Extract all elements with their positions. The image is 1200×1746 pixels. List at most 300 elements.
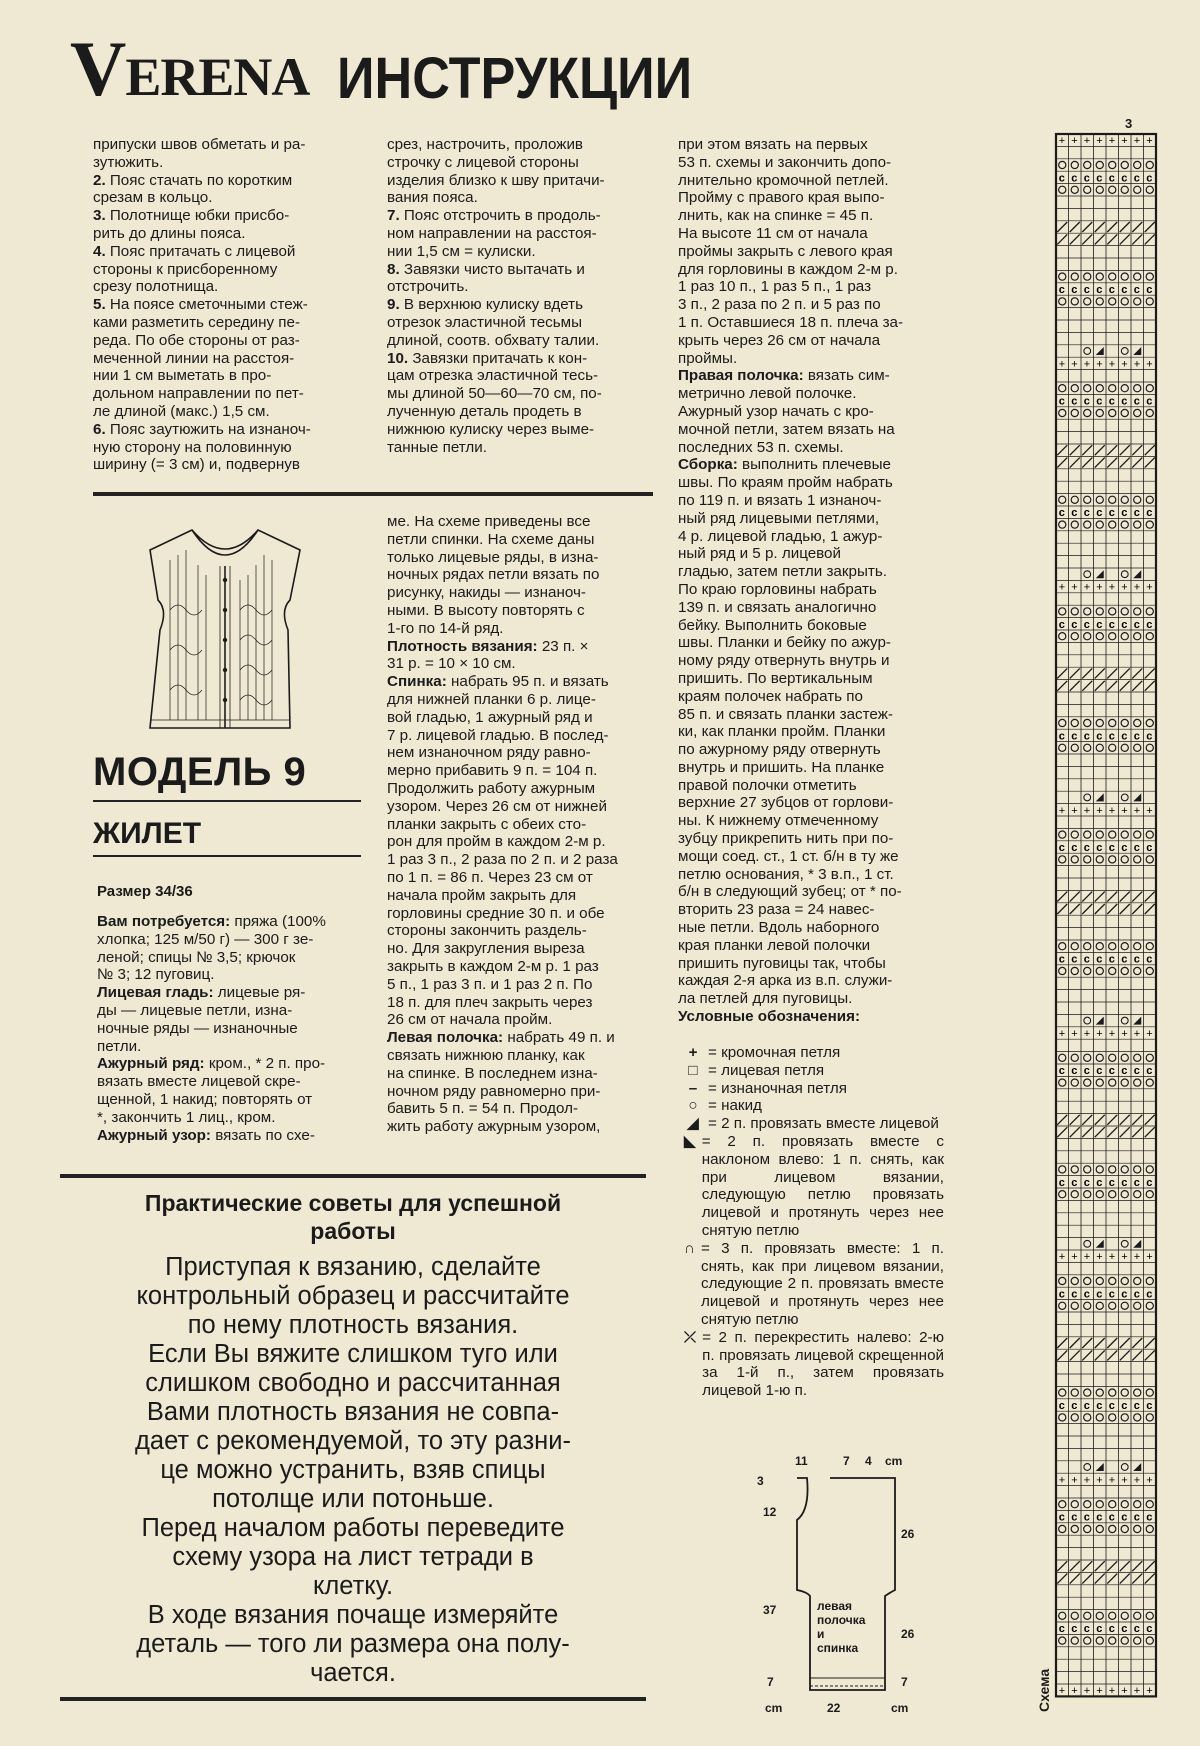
model.mid_text-line: ме. На схеме приведены все [387,513,591,530]
chart-cross-mark [1145,445,1155,455]
top_columns.col1-line: ширину (= 3 см) и, подвернув [93,456,300,474]
chart-cross-mark [1070,1115,1080,1125]
chart-edge-mark: + [1083,1251,1091,1264]
model.left_text-line: Ажурный узор: вязать по схе- [97,1126,315,1144]
chart-yo-mark [1121,186,1128,193]
model.mid_text-line: 18 п. для плеч закрыть через [387,993,593,1011]
diagram-label-3: и [817,1627,825,1641]
chart-edge-mark: + [1133,1028,1141,1040]
chart-yo-mark [1096,943,1103,950]
chart-yo-mark [1084,1637,1091,1644]
chart-purl-mark: c [1133,1065,1140,1078]
model.right_text-line: правой полочки отметить [678,776,857,794]
chart-cross-mark [1070,445,1080,455]
chart-yo-mark [1121,1464,1128,1471]
chart-yo-mark [1134,1054,1141,1061]
chart-yo-mark [1121,348,1128,355]
chart-purl-mark: c [1121,618,1128,631]
chart-cross-mark [1120,458,1130,468]
chart-yo-mark [1084,1464,1091,1471]
chart-yo-mark [1084,1414,1091,1421]
chart-purl-mark: c [1058,172,1065,185]
chart-yo-mark [1121,409,1128,416]
tips-title-line-2: работы [310,1218,396,1244]
chart-yo-mark [1071,967,1078,974]
chart-yo-mark [1146,1079,1153,1086]
chart-purl-mark: c [1083,730,1090,743]
chart-yo-mark [1071,719,1078,726]
brand-logo: VERENA [70,25,310,112]
chart-purl-mark: c [1133,953,1140,966]
chart-edge-mark: + [1121,1474,1128,1487]
schema-label: Схема [1036,1668,1052,1712]
model.mid_text-line: бавить 5 п. = 54 п. Продол- [387,1100,578,1118]
model-column-middle [387,513,650,1136]
chart-yo-mark [1084,186,1091,193]
top_columns.col2-line: отстрочить. [387,278,469,296]
chart-purl-mark: c [1121,953,1128,966]
chart-yo-mark [1134,856,1141,863]
dim-left-37: 37 [763,1603,777,1617]
section-divider-top [93,492,653,496]
chart-yo-mark [1071,856,1078,863]
chart-yo-mark [1096,273,1103,280]
chart-yo-mark [1084,1054,1091,1061]
chart-yo-mark [1146,1525,1153,1532]
chart-yo-mark [1109,1166,1116,1173]
vest-illustration [140,520,310,735]
chart-yo-mark [1059,1166,1066,1173]
chart-yo-mark [1134,1166,1141,1173]
chart-yo-mark [1084,1079,1091,1086]
chart-purl-mark: c [1133,1511,1140,1524]
chart-yo-mark [1071,1054,1078,1061]
chart-yo-mark [1059,496,1066,503]
chart-cross-mark [1057,1574,1067,1584]
chart-yo-mark [1109,1612,1116,1619]
top_columns.col2-line: лученную деталь продеть в [387,402,582,420]
chart-yo-mark [1109,521,1116,528]
chart-yo-mark [1134,1302,1141,1309]
chart-yo-mark [1134,521,1141,528]
chart-yo-mark [1071,608,1078,615]
chart-cross-mark [1107,1127,1117,1137]
chart-edge-mark: + [1058,358,1066,371]
chart-purl-mark: c [1083,507,1090,520]
chart-yo-mark [1109,608,1116,615]
model.mid_text-line: 1 раз 3 п., 2 раза по 2 п. и 2 раза [387,851,618,869]
model.right_text-line: каждая 2-я арка из в.п. служи- [678,972,893,990]
chart-yo-mark [1109,744,1116,751]
chart-yo-mark [1121,967,1128,974]
chart-cross-mark [1107,1350,1117,1360]
chart-yo-mark [1071,1389,1078,1396]
chart-yo-mark [1071,831,1078,838]
chart-yo-mark [1084,385,1091,392]
chart-edge-mark: + [1058,581,1066,594]
chart-purl-mark: c [1083,1065,1090,1078]
chart-purl-mark: c [1083,953,1090,966]
chart-yo-mark [1059,831,1066,838]
chart-yo-mark [1071,385,1078,392]
model.right_text-line: ны. К нижнему отмеченному [678,812,879,830]
chart-yo-mark [1121,1079,1128,1086]
chart-yo-mark [1134,633,1141,640]
chart-yo-mark [1071,496,1078,503]
chart-purl-mark: c [1058,618,1065,631]
chart-yo-mark [1059,1414,1066,1421]
chart-purl-mark: c [1096,507,1103,520]
model.mid_text-line: ночных рядах петли вязать по [387,566,600,584]
chart-yo-mark [1134,1525,1141,1532]
chart-edge-mark: + [1071,135,1078,148]
legend-text: = изнаночная петля [708,1079,847,1097]
model.right_text-line: внутрь и пришить. На планке [678,758,885,776]
chart-purl-mark: c [1146,618,1153,631]
chart-purl-mark: c [1071,1288,1078,1301]
model.right_text-line: по ажурному ряду отвернуть [678,741,881,759]
model.mid_text-line: связать нижнюю планку, как [387,1046,585,1064]
chart-yo-mark [1096,1612,1103,1619]
model.left_text-line: леной; спицы № 3,5; крючок [97,948,296,966]
tips-line: схему узора на лист тетради в [172,1543,534,1571]
chart-yo-mark [1134,1501,1141,1508]
chart-yo-mark [1146,273,1153,280]
chart-yo-mark [1121,571,1128,578]
chart-edge-mark: + [1108,1251,1116,1264]
model.mid_text-line: для нижней планки 6 р. лице- [387,690,596,708]
chart-cross-mark [1145,1561,1155,1571]
chart-purl-mark: c [1071,284,1078,296]
chart-yo-mark [1084,1302,1091,1309]
dim-right-26-bottom: 26 [901,1627,915,1641]
model.right_text-line: швы. Планки и бейку по ажур- [678,634,891,652]
chart-edge-mark: + [1121,135,1128,148]
chart-yo-mark [1109,1191,1116,1198]
model.right_text-line: Пройму с правого края выпо- [678,189,885,207]
chart-purl-mark: c [1133,395,1140,408]
chart-yo-mark [1084,794,1091,801]
dim-top-11: 11 [795,1454,808,1468]
chart-yo-mark [1096,608,1103,615]
model.right_text-line: б/н в следующий зубец; от * по- [678,883,902,901]
chart-yo-mark [1121,161,1128,168]
chart-cross-mark [1132,1350,1142,1360]
chart-cross-mark [1095,1115,1105,1125]
model.right_text-line: На высоте 11 см от начала [678,224,868,242]
chart-yo-mark [1059,856,1066,863]
chart-cross-mark [1145,1338,1155,1348]
chart-edge-mark: + [1083,135,1091,148]
model.right_text-line: ный ряд лицевыми петлями, [678,509,880,527]
model.right_text-line: бейку. Выполнить боковые [678,616,867,634]
chart-yo-mark [1121,1612,1128,1619]
chart-yo-mark [1084,1166,1091,1173]
dim-bottom-22: 22 [827,1701,841,1715]
tips-line: В ходе вязания почаще измеряйте [147,1601,559,1629]
tips-line: по нему плотность вязания. [187,1311,519,1339]
chart-purl-mark: c [1058,1511,1065,1524]
model.right_text-line: проймы. [678,349,738,367]
chart-cross-mark [1145,458,1155,468]
chart-yo-mark [1134,1389,1141,1396]
chart-purl-mark: c [1058,284,1065,296]
top-column-2 [387,136,650,456]
chart-cross-mark [1120,222,1130,232]
chart-purl-mark: c [1108,1623,1115,1636]
chart-cross-mark [1107,1115,1117,1125]
chart-purl-mark: c [1083,1400,1090,1412]
chart-k2tog-mark [1133,1463,1141,1471]
tips-line: контрольный образец и рассчитайте [136,1282,570,1310]
model.right_text-line: по 119 п. и вязать 1 изнаноч- [678,491,882,509]
dim-left-3: 3 [757,1474,764,1488]
chart-edge-mark: + [1058,804,1066,817]
chart-yo-mark [1071,744,1078,751]
top_columns.col2-line: мы длиной 50—60—70 см, по- [387,385,602,403]
chart-yo-mark [1059,1525,1066,1532]
model-title-underline [93,800,361,802]
chart-purl-mark: c [1071,1623,1078,1636]
chart-yo-mark [1109,1079,1116,1086]
chart-cross-mark [1070,681,1080,691]
chart-yo-mark [1071,1277,1078,1284]
chart-edge-mark: + [1083,581,1091,594]
chart-edge-mark: + [1058,1685,1066,1698]
chart-cross-mark [1082,1574,1092,1584]
chart-yo-mark [1084,521,1091,528]
chart-edge-mark: + [1133,358,1141,371]
chart-cross-mark [1082,681,1092,691]
chart-purl-mark: c [1133,842,1140,854]
model.mid_text-line: по 1 п. = 86 п. Через 23 см от [387,868,593,886]
chart-cross-mark [1095,904,1105,914]
chart-purl-mark: c [1058,1288,1065,1301]
chart-purl-mark: c [1121,172,1128,185]
chart-yo-mark [1146,633,1153,640]
chart-yo-mark [1071,1501,1078,1508]
chart-purl-mark: c [1133,284,1140,296]
chart-cross-mark [1057,1127,1067,1137]
chart-edge-mark: + [1121,1028,1128,1040]
model.mid_text-line: 7 р. лицевой гладью. В послед- [387,726,609,744]
chart-edge-mark: + [1146,1474,1153,1487]
chart-cross-mark [1132,458,1142,468]
legend-item [684,1062,944,1080]
chart-cross-mark [1057,681,1067,691]
chart-cross-mark [1082,668,1092,678]
top_columns.col1-line: 2. Пояс стачать по коротким [93,171,293,189]
chart-purl-mark: c [1146,507,1153,520]
chart-yo-mark [1134,967,1141,974]
chart-purl-mark: c [1071,172,1078,185]
legend-text: = лицевая петля [708,1061,825,1079]
chart-yo-mark [1059,298,1066,305]
chart-purl-mark: c [1146,1176,1153,1189]
chart-purl-mark: c [1121,1511,1128,1524]
model.right_text-line: швы. По краям пройм набрать [678,474,893,492]
model.left_text-line: хлопка; 125 м/50 г) — 300 г зе- [97,930,314,948]
chart-cross-mark [1057,892,1067,902]
chart-yo-mark [1134,186,1141,193]
model.right_text-line: метрично левой полочке. [678,385,857,403]
tips-line: слишком свободно и рассчитанная [145,1369,561,1397]
chart-purl-mark: c [1121,507,1128,520]
chart-edge-mark: + [1146,358,1153,371]
tips-line: Если Вы вяжите слишком туго или [148,1340,558,1368]
chart-yo-mark [1134,409,1141,416]
model.right_text-line: петлю основания, * 3 в.п., 1 ст. [678,865,894,883]
chart-purl-mark: c [1146,842,1153,854]
model.mid_text-line: на спинке. В последнем изна- [387,1064,598,1082]
chart-yo-mark [1146,1277,1153,1284]
chart-edge-mark: + [1096,1474,1103,1487]
chart-purl-mark: c [1096,1623,1103,1636]
chart-cross-mark [1057,904,1067,914]
chart-yo-mark [1084,1501,1091,1508]
chart-cross-mark [1070,904,1080,914]
chart-purl-mark: c [1058,953,1065,966]
chart-cross-mark [1070,458,1080,468]
chart-purl-mark: c [1108,172,1115,185]
chart-cross-mark [1132,1338,1142,1348]
chart-cross-mark [1070,1561,1080,1571]
chart-yo-mark [1071,186,1078,193]
diagram-label-4: спинка [817,1641,859,1655]
chart-k2tog-mark [1096,1017,1104,1025]
chart-purl-mark: c [1083,284,1090,296]
chart-yo-mark [1134,273,1141,280]
dim-top-4: 4 [865,1454,872,1468]
chart-cross-mark [1057,668,1067,678]
chart-yo-mark [1121,856,1128,863]
chart-yo-mark [1109,943,1116,950]
chart-yo-mark [1146,409,1153,416]
chart-yo-mark [1084,496,1091,503]
model.right_text-line: По краю горловины набрать [678,580,877,598]
pattern-dimension-diagram [755,1450,925,1715]
legend-text: = накид [708,1097,762,1115]
top_columns.col1-line: припуски швов обметать и ра- [93,136,306,153]
section-divider-tips [60,1174,646,1178]
chart-purl-mark: c [1096,1288,1103,1301]
chart-cross-mark [1107,1561,1117,1571]
tips-line: деталь — того ли размера она полу- [136,1630,570,1658]
chart-yo-mark [1121,633,1128,640]
top_columns.col2-line: танные петли. [387,438,487,456]
top_columns.col2-line: строчку с лицевой стороны [387,153,579,171]
chart-purl-mark: c [1108,1288,1115,1301]
chart-yo-mark [1146,967,1153,974]
chart-cross-mark [1120,1338,1130,1348]
legend-item [684,1115,944,1133]
chart-yo-mark [1059,409,1066,416]
chart-edge-mark: + [1146,581,1153,594]
chart-yo-mark [1096,186,1103,193]
chart-cross-mark [1095,1127,1105,1137]
chart-yo-mark [1071,1637,1078,1644]
page-header [70,18,732,112]
chart-yo-mark [1121,831,1128,838]
model.right_text-line: пришить. По вертикальным [678,669,873,687]
chart-cross-mark [1095,445,1105,455]
chart-cross-mark [1145,234,1155,244]
chart-yo-mark [1109,298,1116,305]
model-column-left [97,913,361,1144]
chart-yo-mark [1084,348,1091,355]
chart-yo-mark [1109,633,1116,640]
top_columns.col1-line: срезу полотнища. [93,278,219,296]
model.mid_text-line: жить работу ажурным узором, [387,1118,601,1136]
chart-yo-mark [1059,633,1066,640]
model.mid_text-line: узором. Через 26 см от нижней [387,797,607,815]
dim-bottom-cm-left: cm [765,1701,783,1715]
legend-symbol-icon: – [688,1079,698,1097]
chart-yo-mark [1109,967,1116,974]
chart-yo-mark [1084,1277,1091,1284]
chart-edge-mark: + [1096,1251,1103,1264]
chart-yo-mark [1071,409,1078,416]
chart-yo-mark [1109,1525,1116,1532]
tips-line: клетку. [312,1572,394,1600]
chart-purl-mark: c [1121,1400,1128,1412]
model.right_text-line: лнительно кромочной петлей. [678,171,889,189]
chart-cross-mark [1095,458,1105,468]
chart-cross-mark [1082,1350,1092,1360]
chart-cross-mark [1070,1127,1080,1137]
chart-cross-mark [1120,234,1130,244]
chart-yo-mark [1084,1389,1091,1396]
chart-k2tog-mark [1133,793,1141,801]
chart-yo-mark [1121,1637,1128,1644]
chart-yo-mark [1146,1191,1153,1198]
chart-edge-mark: + [1058,1028,1066,1040]
chart-edge-mark: + [1058,1251,1066,1264]
chart-cross-mark [1057,234,1067,244]
tips-box [60,1189,646,1688]
chart-edge-mark: + [1096,135,1103,148]
legend-symbol-icon: ⤫ [684,1328,697,1346]
model.right_text-line: Сборка: выполнить плечевые [678,456,891,474]
dim-left-7: 7 [767,1675,774,1689]
legend-symbol-icon: ∩ [684,1239,695,1257]
chart-cross-mark [1070,234,1080,244]
chart-purl-mark: c [1096,395,1103,408]
chart-yo-mark [1096,967,1103,974]
chart-yo-mark [1121,608,1128,615]
legend-text: = 2 п. провязать вместе с наклоном влево: 1 п. снять, как при лицевом вязании, следующую петлю провязать лицевой и протянуть через нее снятую петлю [701,1132,944,1239]
chart-yo-mark [1146,856,1153,863]
model.right_text-line: ные петли. Вдоль наборного [678,919,880,937]
top_columns.col2-line: нии 1,5 см = кулиски. [387,242,536,260]
diagram-label-1: левая [817,1599,853,1613]
chart-purl-mark: c [1058,730,1065,743]
tips-line: Перед началом работы переведите [141,1514,565,1542]
chart-cross-mark [1095,892,1105,902]
chart-yo-mark [1109,719,1116,726]
chart-yo-mark [1146,1389,1153,1396]
model.right_text-line: 139 п. и связать аналогично [678,598,877,616]
chart-yo-mark [1071,1612,1078,1619]
chart-yo-mark [1096,161,1103,168]
chart-yo-mark [1059,1079,1066,1086]
chart-purl-mark: c [1146,395,1153,408]
chart-yo-mark [1146,831,1153,838]
chart-cross-mark [1145,904,1155,914]
chart-cross-mark [1082,234,1092,244]
top_columns.col1-line: 6. Пояс заутюжить на изнаноч- [93,420,311,438]
chart-yo-mark [1146,161,1153,168]
